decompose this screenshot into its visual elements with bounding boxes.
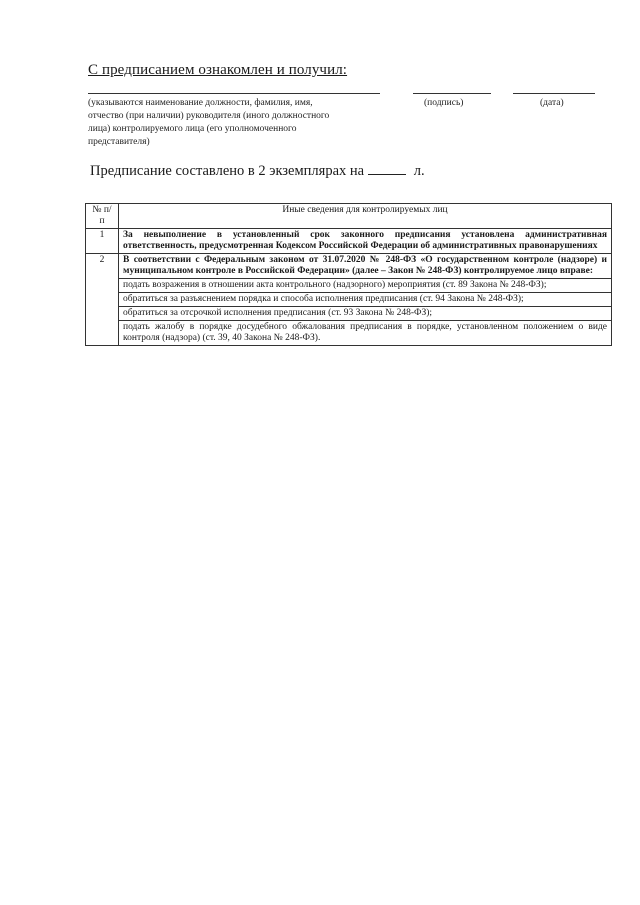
right-row <box>86 307 612 321</box>
right-row <box>86 321 612 346</box>
name-signature-line <box>88 93 380 94</box>
signature-hint: (подпись) <box>424 98 464 108</box>
row-number: 1 <box>86 229 119 254</box>
acknowledgement-heading: С предписанием ознакомлен и получил: <box>88 62 348 78</box>
right-row <box>86 293 612 307</box>
name-hint: (указываются наименование должности, фамилия, имя, отчество (при наличии) руководителя (иного должностного лица) контролируемого лица (его уполномоченного представителя) <box>88 98 330 147</box>
date-line <box>513 93 595 94</box>
copies-prefix: Предписание составлено в <box>90 163 255 179</box>
table-row <box>86 254 612 279</box>
header-info: Иные сведения для контролируемых лиц <box>119 204 612 229</box>
copies-count: 2 <box>258 163 266 179</box>
right-item: обратиться за отсрочкой исполнения предписания (ст. 93 Закона № 248-ФЗ); <box>119 307 612 321</box>
right-row <box>86 279 612 293</box>
signature-line <box>413 93 491 94</box>
row-number: 2 <box>86 254 119 346</box>
info-table <box>85 203 612 346</box>
copies-middle: экземплярах на <box>269 163 365 179</box>
copies-statement <box>90 162 425 180</box>
sheets-blank <box>368 162 406 175</box>
table-header-row <box>86 204 612 229</box>
row-text: В соответствии с Федеральным законом от 31.07.2020 № 248-ФЗ «О государственном контроле (надзоре) и муниципальном контроле в Российской Федерации» (далее – Закон № 248-ФЗ) контролируемое лицо вправе: <box>119 254 612 279</box>
right-item: обратиться за разъяснением порядка и способа исполнения предписания (ст. 94 Закона № 248-ФЗ); <box>119 293 612 307</box>
header-num: № п/п <box>86 204 119 229</box>
date-hint: (дата) <box>540 98 564 108</box>
right-item: подать жалобу в порядке досудебного обжалования предписания в порядке, установленном положением о виде контроля (надзора) (ст. 39, 40 Закона № 248-ФЗ). <box>119 321 612 346</box>
table-row <box>86 229 612 254</box>
right-item: подать возражения в отношении акта контрольного (надзорного) мероприятия (ст. 89 Закона № 248-ФЗ); <box>119 279 612 293</box>
copies-suffix: л. <box>413 163 425 179</box>
row-text: За невыполнение в установленный срок законного предписания установлена административная ответственность, предусмотренная Кодексом Российской Федерации об административных правонарушениях <box>119 229 612 254</box>
